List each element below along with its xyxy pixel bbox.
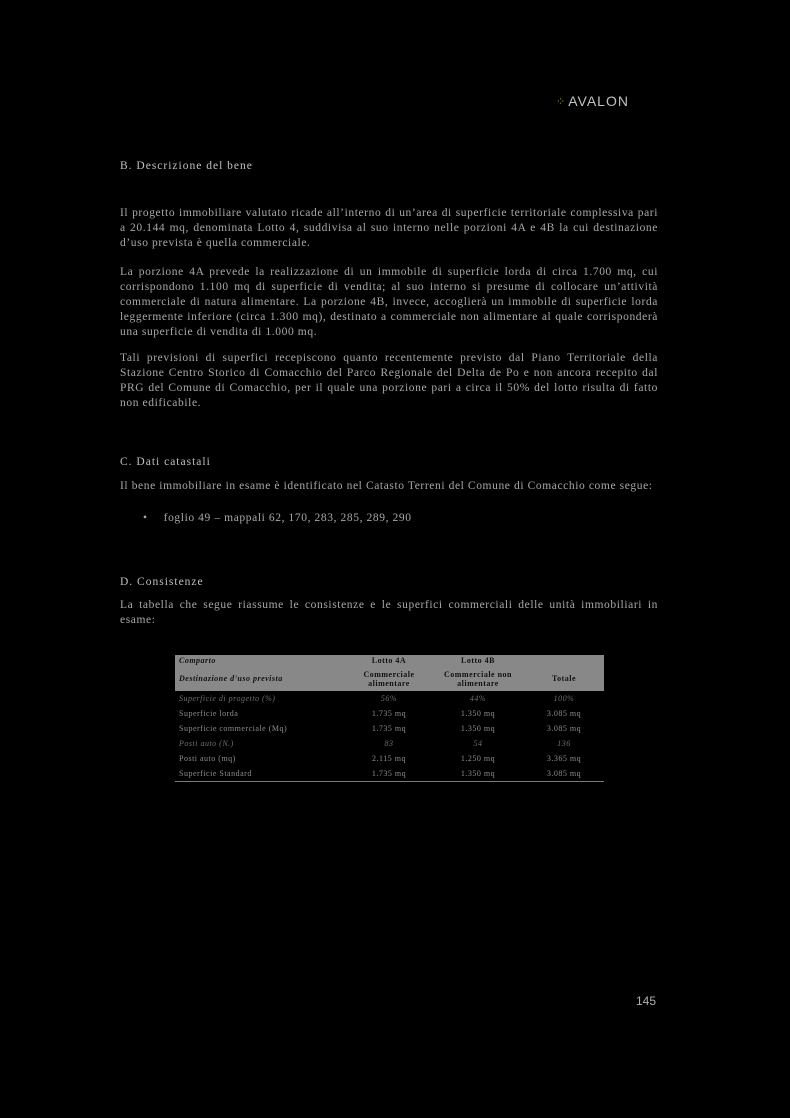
table-cell: Superficie commerciale (Mq) [179, 724, 288, 733]
table-header-cell: Totale [524, 666, 604, 691]
logo-text: AVALON [568, 93, 629, 109]
consistency-table [175, 655, 604, 782]
table-header-cell: Lotto 4A [346, 655, 432, 666]
cadastral-list-item [143, 512, 412, 524]
section-b-paragraph-2: La porzione 4A prevede la realizzazione di un immobile di superficie lorda di circa 1.700 mq, cui corrispondono 1.100 mq di superficie di vendita; al suo interno si presume di collocare un’attività commerciale di natura alimentare. La porzione 4B, invece, accoglierà un immobile di superficie lorda leggermente inferiore (circa 1.300 mq), destinato a commerciale non alimentare al quale corrisponderà una superficie di vendita di 1.000 mq. [120, 266, 658, 338]
logo-mark-icon: ⁘ [556, 95, 567, 108]
table-cell: 44% [469, 694, 487, 703]
section-b-title: B. Descrizione del bene [120, 160, 253, 172]
table-cell: Posti auto (N.) [179, 739, 234, 748]
avalon-logo [556, 93, 629, 109]
bullet-icon: • [143, 512, 148, 524]
table-cell: 56% [380, 694, 398, 703]
table-header-cell: Commerciale alimentare [346, 666, 432, 691]
section-b-paragraph-3: Tali previsioni di superfici recepiscono quanto recentemente previsto dal Piano Territoriale della Stazione Centro Storico di Comacchio del Parco Regionale del Delta de Po e non ancora recepito dal PRG del Comune di Comacchio, per il quale una porzione pari a circa il 50% del lotto risulta di fatto non edificabile. [120, 352, 658, 409]
table-row [175, 766, 604, 782]
table-row [175, 691, 604, 706]
table-header-cell: Comparto [175, 655, 343, 666]
table-cell: 1.350 mq [460, 709, 496, 718]
table-cell: 3.085 mq [546, 724, 582, 733]
table-cell: Superficie lorda [179, 709, 239, 718]
table-row [175, 751, 604, 766]
table-cell: 1.735 mq [371, 724, 407, 733]
table-cell: 3.085 mq [524, 766, 604, 782]
section-d-paragraph: La tabella che segue riassume le consistenze e le superfici commerciali delle unità immobiliari in esame: [120, 599, 658, 626]
table-cell: Superficie di progetto (%) [179, 694, 276, 703]
table-cell: 136 [557, 739, 571, 748]
table-cell: 2.115 mq [372, 754, 406, 763]
table-row [175, 736, 604, 751]
table-cell: 1.735 mq [346, 766, 432, 782]
page-number: 145 [636, 994, 657, 1008]
table-header-cell [524, 655, 604, 666]
table-header-cell: Commerciale non alimentare [435, 666, 521, 691]
cadastral-reference: foglio 49 – mappali 62, 170, 283, 285, 289, 290 [163, 512, 412, 524]
table-header-cell: Lotto 4B [435, 655, 521, 666]
table-cell: 100% [553, 694, 575, 703]
table-cell: 3.085 mq [546, 709, 582, 718]
table-header-row [175, 666, 604, 691]
section-c-title: C. Dati catastali [120, 456, 211, 468]
table-cell: 1.350 mq [460, 724, 496, 733]
table-row [175, 721, 604, 736]
table-cell: 1.250 mq [460, 754, 496, 763]
table-row [175, 706, 604, 721]
table-cell: 54 [473, 739, 483, 748]
table-cell: Superficie Standard [175, 766, 343, 782]
section-d-title: D. Consistenze [120, 576, 204, 588]
table-cell: Posti auto (mq) [179, 754, 236, 763]
table-cell: 3.365 mq [546, 754, 582, 763]
table-header-row [175, 655, 604, 666]
table-cell: 83 [384, 739, 394, 748]
table-header-cell: Destinazione d'uso prevista [175, 666, 343, 691]
section-c-paragraph: Il bene immobiliare in esame è identificato nel Catasto Terreni del Comune di Comacchio come segue: [120, 480, 653, 492]
section-b-paragraph-1: Il progetto immobiliare valutato ricade all’interno di un’area di superficie territoriale complessiva pari a 20.144 mq, denominata Lotto 4, suddivisa al suo interno nelle porzioni 4A e 4B la cui destinazione d’uso prevista è quella commerciale. [120, 207, 658, 249]
table-cell: 1.350 mq [435, 766, 521, 782]
table-cell: 1.735 mq [371, 709, 407, 718]
